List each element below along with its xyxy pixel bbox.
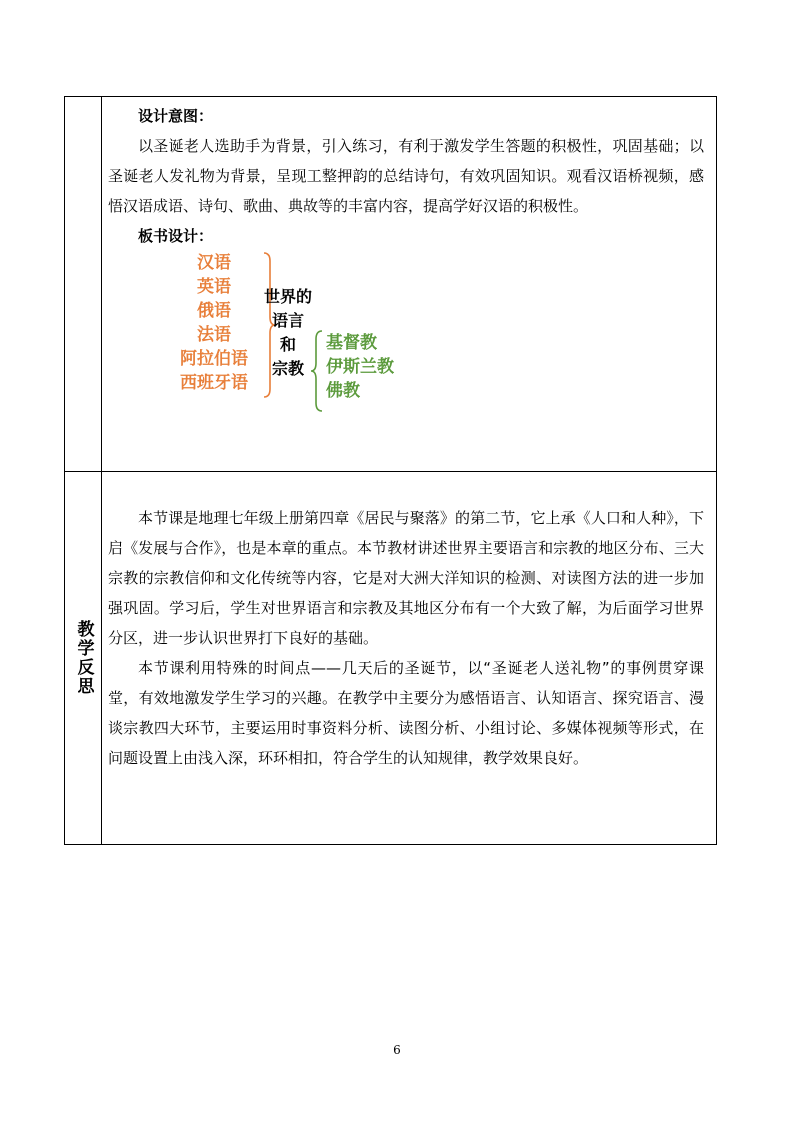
brace-right-icon <box>310 329 324 413</box>
reflection-label: 教学反思 <box>73 620 94 696</box>
reflection-paragraph: 本节课利用特殊的时间点——几天后的圣诞节，以“圣诞老人送礼物”的事例贯穿课堂，有效地激发学生学习的兴趣。在教学中主要分为感悟语言、认知语言、探究语言、漫谈宗教四大环节，主要运用时事资料分析、读图分析、小组讨论、多媒体视频等形式，在问题设置上由浅入深，环环相扣，符合学生的认知规律，教学效果良好。 <box>108 659 704 767</box>
board-heading: 板书设计： <box>138 227 214 245</box>
reflection-cell <box>102 503 716 773</box>
page-number: 6 <box>393 1043 401 1057</box>
design-heading: 设计意图： <box>138 107 214 125</box>
language-item: 西班牙语 <box>180 373 248 393</box>
language-item: 英语 <box>197 277 231 297</box>
center-line: 语言 <box>271 311 304 330</box>
language-item: 俄语 <box>197 301 231 321</box>
languages-list <box>166 251 262 395</box>
reflection-paragraph: 本节课是地理七年级上册第四章《居民与聚落》的第二节，它上承《人口和人种》，下启《发展与合作》，也是本章的重点。本节教材讲述世界主要语言和宗教的地区分布、三大宗教的宗教信仰和文化传统等内容，它是对大洲大洋知识的检测、对读图方法的进一步加强巩固。学习后，学生对世界语言和宗教及其地区分布有一个大致了解，为后面学习世界分区，进一步认识世界打下良好的基础。 <box>108 509 704 647</box>
religions-list <box>326 331 394 403</box>
religion-item: 伊斯兰教 <box>326 357 394 377</box>
center-line: 和 <box>279 335 296 354</box>
language-item: 阿拉伯语 <box>180 349 248 369</box>
design-cell <box>102 101 716 411</box>
lesson-table <box>64 96 717 845</box>
board-design <box>102 251 716 411</box>
center-line: 宗教 <box>271 359 304 378</box>
design-paragraph: 以圣诞老人选助手为背景，引入练习，有利于激发学生答题的积极性，巩固基础；以圣诞老人发礼物为背景，呈现工整押韵的总结诗句，有效巩固知识。观看汉语桥视频，感悟汉语成语、诗句、歌曲、典故等的丰富内容，提高学好汉语的积极性。 <box>108 137 704 215</box>
center-line: 世界的 <box>263 287 312 306</box>
religion-item: 佛教 <box>326 381 360 401</box>
language-item: 汉语 <box>197 253 231 273</box>
religion-item: 基督教 <box>326 333 377 353</box>
language-item: 法语 <box>197 325 231 345</box>
reflection-label-cell <box>65 472 101 844</box>
row-divider <box>65 471 716 472</box>
